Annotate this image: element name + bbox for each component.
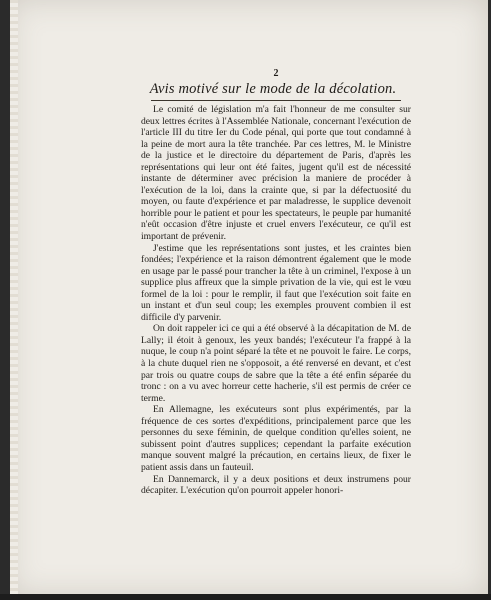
torn-page-edge [10,0,18,596]
page-number: 2 [273,68,279,79]
paragraph-5: En Dannemarck, il y a deux positions et deux instrumens pour décapiter. L'exécution qu'on pourroit appeler honori- [141,473,411,497]
title-rule [151,100,401,101]
paragraph-1: Le comité de législation m'a fait l'honneur de me consulter sur deux lettres écrites à l'Assemblée Nationale, concernant l'exécution de l'article III du titre Ier du Code pénal, qui porte que tout condamné à la peine de mort aura la tête tranchée. Par ces lettres, M. le Ministre de la justice et le directoire du département de Paris, d'après les représentations qui leur ont été faites, jugent qu'il est de nécessité instante de déterminer avec précision la maniere de procéder à l'exécution de la loi, dans la crainte que, si par la défectuosité du moyen, ou faute d'expérience et par maladresse, le supplice devenoit horrible pour le patient et pour les spectateurs, le peuple par humanité n'eût occasion d'être injuste et cruel envers l'exécuteur, ce qu'il est important de prévenir. [141,104,411,243]
document-text-block [141,68,411,497]
document-title: Avis motivé sur le mode de la décolation. [149,81,397,97]
paragraph-2: J'estime que les représentations sont justes, et les craintes bien fondées; l'expérience et la raison démontrent également que le mode en usage par le passé pour trancher la tête à un criminel, l'expose à un supplice plus affreux que la simple privation de la vie, qui est le vœu formel de la loi : pour le remplir, il faut que l'exécution soit faite en un instant et d'un seul coup; les exemples prouvent combien il est difficile d'y parvenir. [141,242,411,323]
page-shadow [0,594,491,600]
paragraph-3: On doit rappeler ici ce qui a été observé à la décapitation de M. de Lally; il étoit à genoux, les yeux bandés; l'exécuteur l'a frappé à la nuque, le coup n'a point séparé la tête et ne pouvoit le faire. Le corps, à la chute duquel rien ne s'opposoit, a été renversé en devant, et c'est par trois ou quatre coups de sabre que la tête a été enfin séparée du tronc : on a vu avec horreur cette hacherie, s'il est permis de créer ce terme. [141,323,411,404]
paragraph-4: En Allemagne, les exécuteurs sont plus expérimentés, par la fréquence de ces sortes d'expéditions, principalement parce que les personnes du sexe féminin, de quelque condition qu'elles soient, ne subissent point d'autres supplices; cependant la parfaite exécution manque souvent malgré la précaution, en certains lieux, de fixer le patient assis dans un fauteuil. [141,404,411,473]
